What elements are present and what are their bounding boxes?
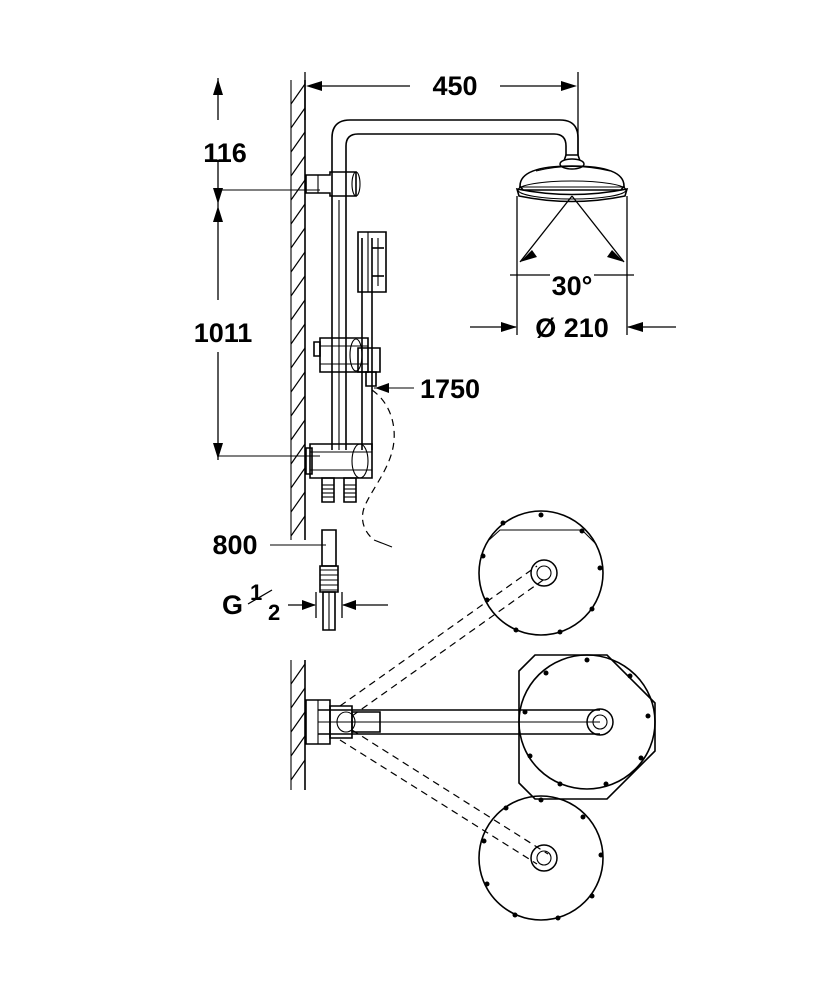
- dimension-angle-30: [510, 196, 634, 301]
- wall-mount-detail-view: [306, 511, 655, 921]
- dim-diameter-label: Ø 210: [535, 313, 609, 343]
- dim-116-label: 116: [203, 138, 247, 168]
- dimension-diameter-210: [470, 196, 676, 343]
- dim-thread-numerator: 1: [250, 580, 263, 605]
- dimension-116: [203, 78, 320, 205]
- shower-head: [517, 155, 627, 202]
- dim-1011-label: 1011: [193, 318, 253, 348]
- connector-pipe: [306, 700, 600, 744]
- dim-800-label: 800: [212, 530, 258, 560]
- dim-angle-label: 30°: [551, 271, 593, 301]
- dimension-thread-g-half: [222, 580, 388, 625]
- riser-assembly: [306, 172, 394, 547]
- dimension-1750: [374, 374, 480, 404]
- dim-1750-label: 1750: [420, 374, 481, 404]
- mount-plate-lower: [479, 796, 604, 921]
- hose-connector-detail: [320, 530, 338, 630]
- wall-lower: [291, 660, 305, 790]
- shower-arm: [332, 120, 578, 200]
- assembly-guide-lines: [340, 566, 548, 864]
- dim-450-label: 450: [432, 71, 478, 101]
- dimension-1011: [194, 205, 320, 460]
- dim-thread-denominator: 2: [268, 600, 281, 625]
- mount-plate-upper: [479, 511, 603, 635]
- wall-upper: [291, 80, 305, 540]
- dim-thread-prefix: G: [222, 590, 244, 620]
- dimension-800: [212, 530, 326, 560]
- mount-plate-center: [519, 655, 655, 799]
